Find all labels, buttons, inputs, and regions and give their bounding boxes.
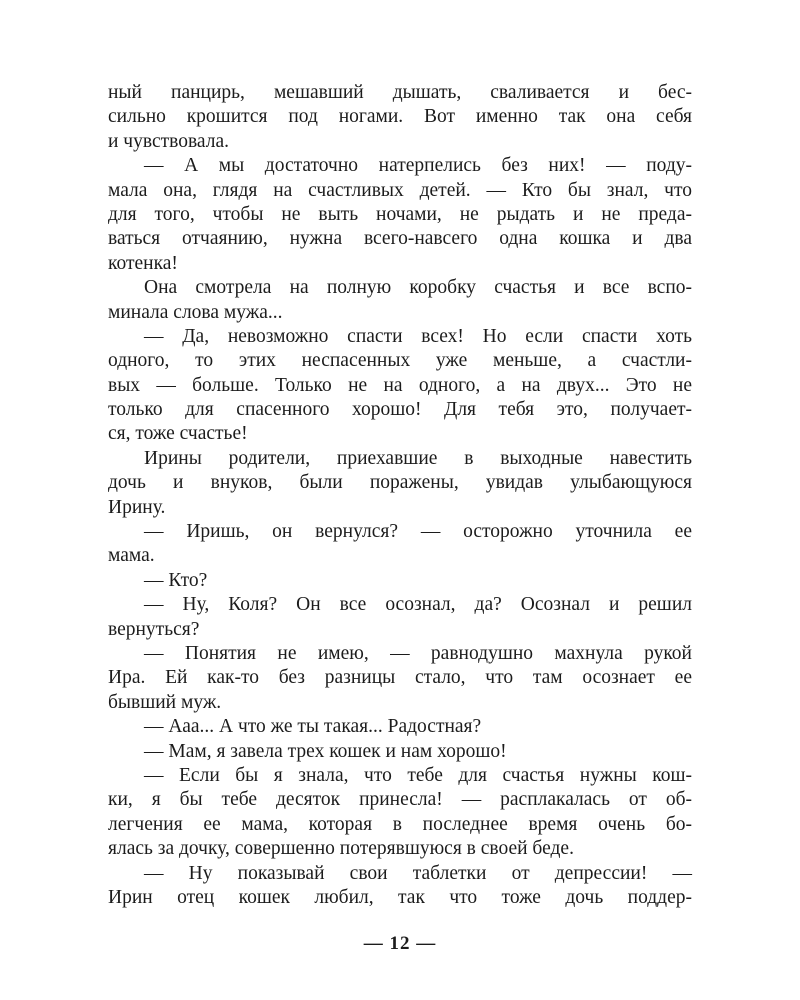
text-line: ялась за дочку, совершенно потерявшуюся в своей беде.: [108, 838, 574, 860]
text-line: ки, я бы тебе десяток принесла! — расплакалась от об-: [108, 789, 692, 811]
page-body: [108, 81, 692, 910]
text-line: Ирин отец кошек любил, так что тоже дочь поддер-: [108, 886, 692, 908]
text-line: ваться отчаянию, нужна всего-навсего одна кошка и два: [108, 228, 692, 250]
text-line: одного, то этих неспасенных уже меньше, а счастли-: [108, 350, 692, 372]
text-line: — А мы достаточно натерпелись без них! — поду-: [144, 155, 692, 177]
text-line: — Кто?: [144, 569, 208, 591]
text-line: мама.: [108, 545, 155, 567]
text-line: вернуться?: [108, 618, 200, 640]
text-line: — Ну показывай свои таблетки от депрессии! —: [144, 862, 692, 884]
text-line: дочь и внуков, были поражены, увидав улыбающуюся: [108, 472, 692, 494]
text-line: для того, чтобы не выть ночами, не рыдать и не преда-: [108, 203, 692, 225]
text-line: — Понятия не имею, — равнодушно махнула рукой: [144, 642, 692, 664]
text-line: — Ну, Коля? Он все осознал, да? Осознал и решил: [144, 594, 692, 616]
text-line: — Ааа... А что же ты такая... Радостная?: [144, 716, 482, 738]
text-line: ный панцирь, мешавший дышать, сваливается и бес-: [108, 82, 692, 103]
text-line: — Мам, я завела трех кошек и нам хорошо!: [144, 740, 507, 762]
text-line: Ирины родители, приехавшие в выходные навестить: [144, 447, 692, 469]
text-line: минала слова мужа...: [108, 301, 283, 323]
text-line: Ира. Ей как-то без разницы стало, что там осознает ее: [108, 667, 692, 689]
text-line: Ирину.: [108, 496, 166, 518]
text-line: только для спасенного хорошо! Для тебя это, получает-: [108, 399, 692, 421]
text-line: легчения ее мама, которая в последнее время очень бо-: [108, 813, 692, 835]
text-line: — Да, невозможно спасти всех! Но если спасти хоть: [144, 325, 692, 347]
text-line: ся, тоже счастье!: [108, 423, 248, 445]
text-line: — Иришь, он вернулся? — осторожно уточнила ее: [144, 521, 692, 543]
text-line: Она смотрела на полную коробку счастья и все вспо-: [144, 277, 692, 299]
text-line: сильно крошится под ногами. Вот именно так она себя: [108, 106, 692, 128]
page-number: — 12 —: [363, 933, 437, 954]
text-line: и чувствовала.: [108, 130, 229, 152]
text-line: — Если бы я знала, что тебе для счастья нужны кош-: [144, 764, 692, 786]
text-line: бывший муж.: [108, 691, 222, 713]
text-line: вых — больше. Только не на одного, а на двух... Это не: [108, 374, 692, 396]
text-line: мала она, глядя на счастливых детей. — Кто бы знал, что: [108, 179, 692, 201]
text-line: котенка!: [108, 252, 178, 274]
